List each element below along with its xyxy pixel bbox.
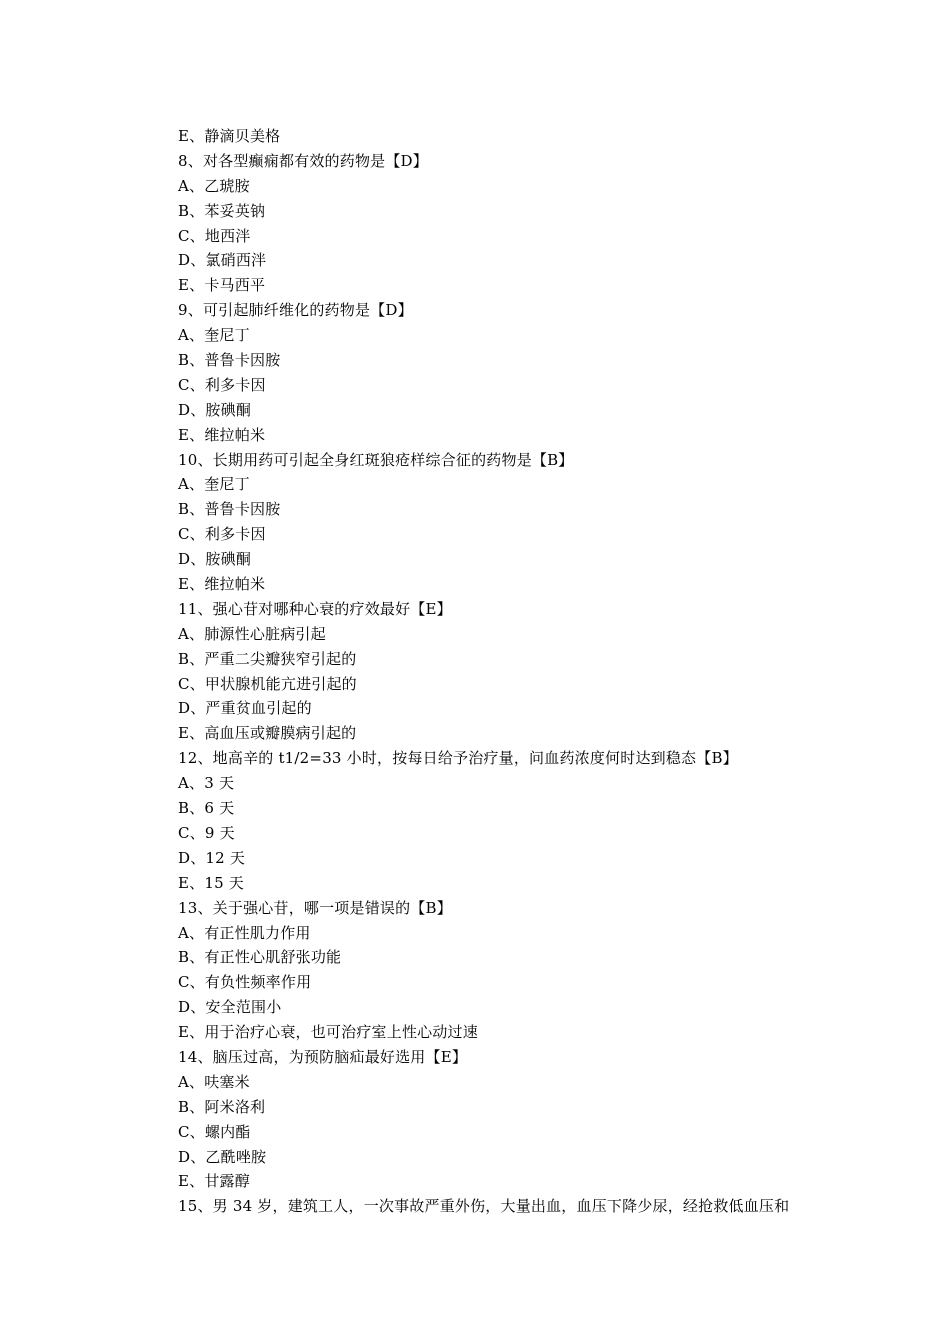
option-line: B、有正性心肌舒张功能 bbox=[178, 948, 342, 967]
option-line: B、苯妥英钠 bbox=[178, 201, 266, 220]
option-line: E、甘露醇 bbox=[178, 1172, 250, 1191]
option-line: A、3 天 bbox=[178, 774, 235, 793]
option-line: D、12 天 bbox=[178, 848, 246, 867]
option-line: C、甲状腺机能亢进引起的 bbox=[178, 674, 357, 693]
option-line: D、严重贫血引起的 bbox=[178, 699, 312, 718]
option-line: B、阿米洛利 bbox=[178, 1097, 266, 1116]
option-line: A、乙琥胺 bbox=[178, 176, 250, 195]
option-line: E、卡马西平 bbox=[178, 276, 266, 295]
document-body bbox=[178, 124, 838, 1219]
option-line: A、有正性肌力作用 bbox=[178, 923, 311, 942]
option-line: E、维拉帕米 bbox=[178, 425, 266, 444]
option-line: D、胺碘酮 bbox=[178, 550, 252, 569]
option-line: B、严重二尖瓣狭窄引起的 bbox=[178, 649, 357, 668]
option-line: C、有负性频率作用 bbox=[178, 973, 312, 992]
question-12: 12、地高辛的 t1/2=33 小时，按每日给予治疗量，问血药浓度何时达到稳态【B】 bbox=[178, 749, 738, 768]
option-line: C、9 天 bbox=[178, 823, 235, 842]
option-line: C、利多卡因 bbox=[178, 525, 266, 544]
question-13: 13、关于强心苷，哪一项是错误的【B】 bbox=[178, 898, 452, 917]
option-line: E、用于治疗心衰，也可治疗室上性心动过速 bbox=[178, 1023, 478, 1042]
question-14: 14、脑压过高，为预防脑疝最好选用【E】 bbox=[178, 1047, 468, 1066]
option-line: A、肺源性心脏病引起 bbox=[178, 624, 326, 643]
question-9: 9、可引起肺纤维化的药物是【D】 bbox=[178, 301, 413, 320]
option-line: E、15 天 bbox=[178, 873, 245, 892]
option-line: A、奎尼丁 bbox=[178, 326, 250, 345]
option-line: C、利多卡因 bbox=[178, 375, 266, 394]
option-line: D、乙酰唑胺 bbox=[178, 1147, 267, 1166]
option-line: E、维拉帕米 bbox=[178, 575, 266, 594]
option-line: B、普鲁卡因胺 bbox=[178, 500, 281, 519]
question-10: 10、长期用药可引起全身红斑狼疮样综合征的药物是【B】 bbox=[178, 450, 574, 469]
option-line: A、奎尼丁 bbox=[178, 475, 250, 494]
option-line: D、胺碘酮 bbox=[178, 400, 252, 419]
option-line: B、普鲁卡因胺 bbox=[178, 351, 281, 370]
question-15: 15、男 34 岁，建筑工人，一次事故严重外伤，大量出血，血压下降少尿，经抢救低血压和 bbox=[178, 1197, 790, 1216]
text-line: E、静滴贝美格 bbox=[178, 127, 281, 145]
option-line: C、螺内酯 bbox=[178, 1122, 251, 1141]
question-11: 11、强心苷对哪种心衰的疗效最好【E】 bbox=[178, 599, 452, 618]
question-8: 8、对各型癫痫都有效的药物是【D】 bbox=[178, 151, 428, 170]
option-line: C、地西泮 bbox=[178, 226, 251, 245]
option-line: D、安全范围小 bbox=[178, 998, 282, 1017]
option-line: B、6 天 bbox=[178, 799, 235, 818]
option-line: D、氯硝西泮 bbox=[178, 251, 267, 270]
option-line: A、呋塞米 bbox=[178, 1072, 250, 1091]
option-line: E、高血压或瓣膜病引起的 bbox=[178, 724, 357, 743]
